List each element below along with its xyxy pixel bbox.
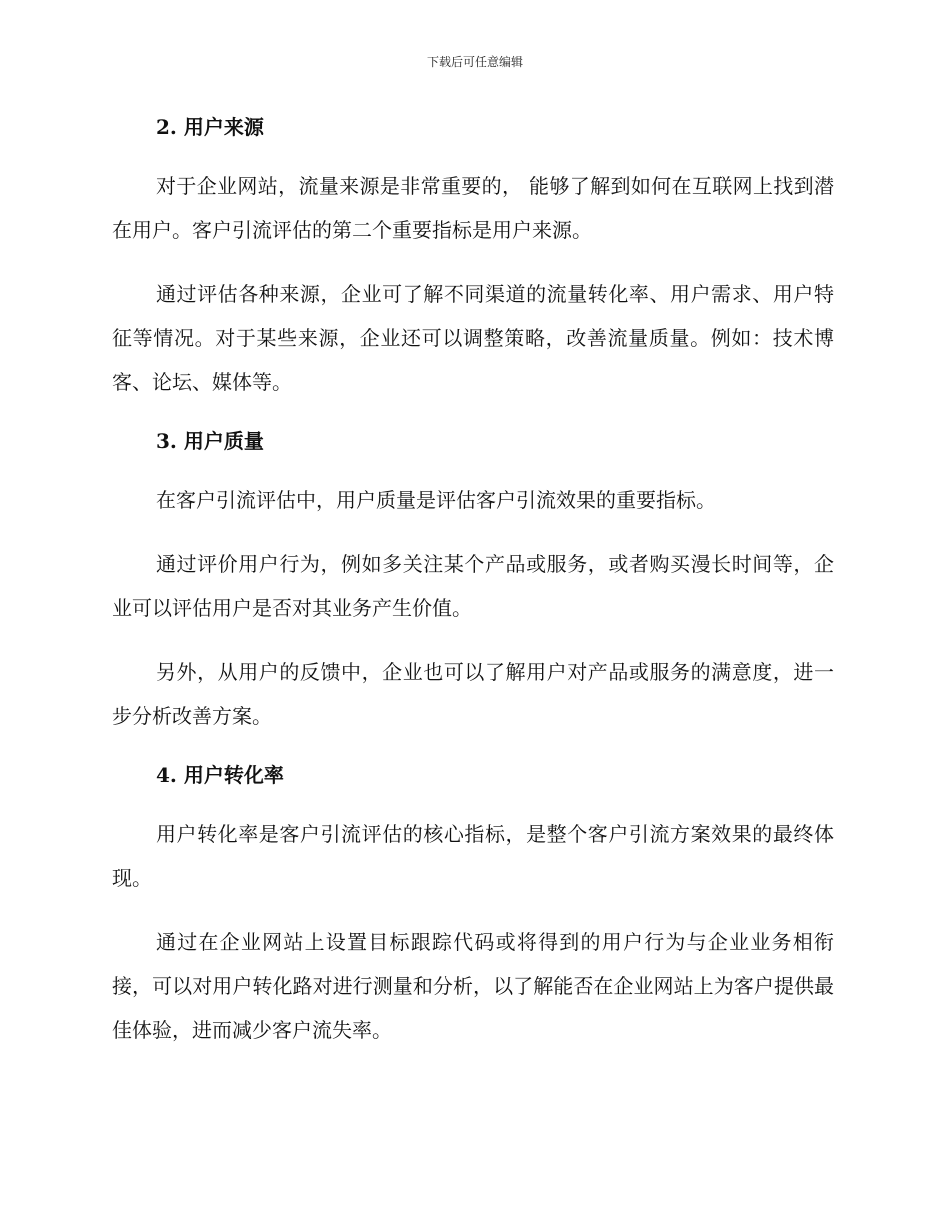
section-heading: 4. 用户转化率 (156, 763, 284, 787)
paragraph: 对于企业网站，流量来源是非常重要的， 能够了解到如何在互联网上找到潜在用户。客户引流评估的第二个重要指标是用户来源。 (112, 174, 834, 242)
paragraph: 通过评估各种来源，企业可了解不同渠道的流量转化率、用户需求、用户特征等情况。对于某些来源，企业还可以调整策略，改善流量质量。例如：技术博客、论坛、媒体等。 (112, 282, 834, 394)
section-heading: 3. 用户质量 (156, 429, 264, 453)
paragraph: 另外，从用户的反馈中，企业也可以了解用户对产品或服务的满意度，进一步分析改善方案。 (112, 660, 834, 728)
page-header: 下载后可任意编辑 (426, 55, 523, 69)
section-user-quality (112, 424, 834, 738)
section-conversion-rate (112, 758, 834, 1052)
paragraph: 通过在企业网站上设置目标跟踪代码或将得到的用户行为与企业业务相衔接，可以对用户转化路对进行测量和分析，以了解能否在企业网站上为客户提供最佳体验，进而减少客户流失率。 (112, 930, 834, 1042)
paragraph: 通过评价用户行为，例如多关注某个产品或服务，或者购买漫长时间等，企业可以评估用户是否对其业务产生价值。 (112, 552, 834, 620)
paragraph: 用户转化率是客户引流评估的核心指标，是整个客户引流方案效果的最终体现。 (112, 822, 834, 890)
section-heading: 2. 用户来源 (156, 115, 264, 139)
paragraph: 在客户引流评估中，用户质量是评估客户引流效果的重要指标。 (156, 488, 716, 512)
section-user-source (112, 110, 834, 404)
document-body (112, 110, 834, 1072)
